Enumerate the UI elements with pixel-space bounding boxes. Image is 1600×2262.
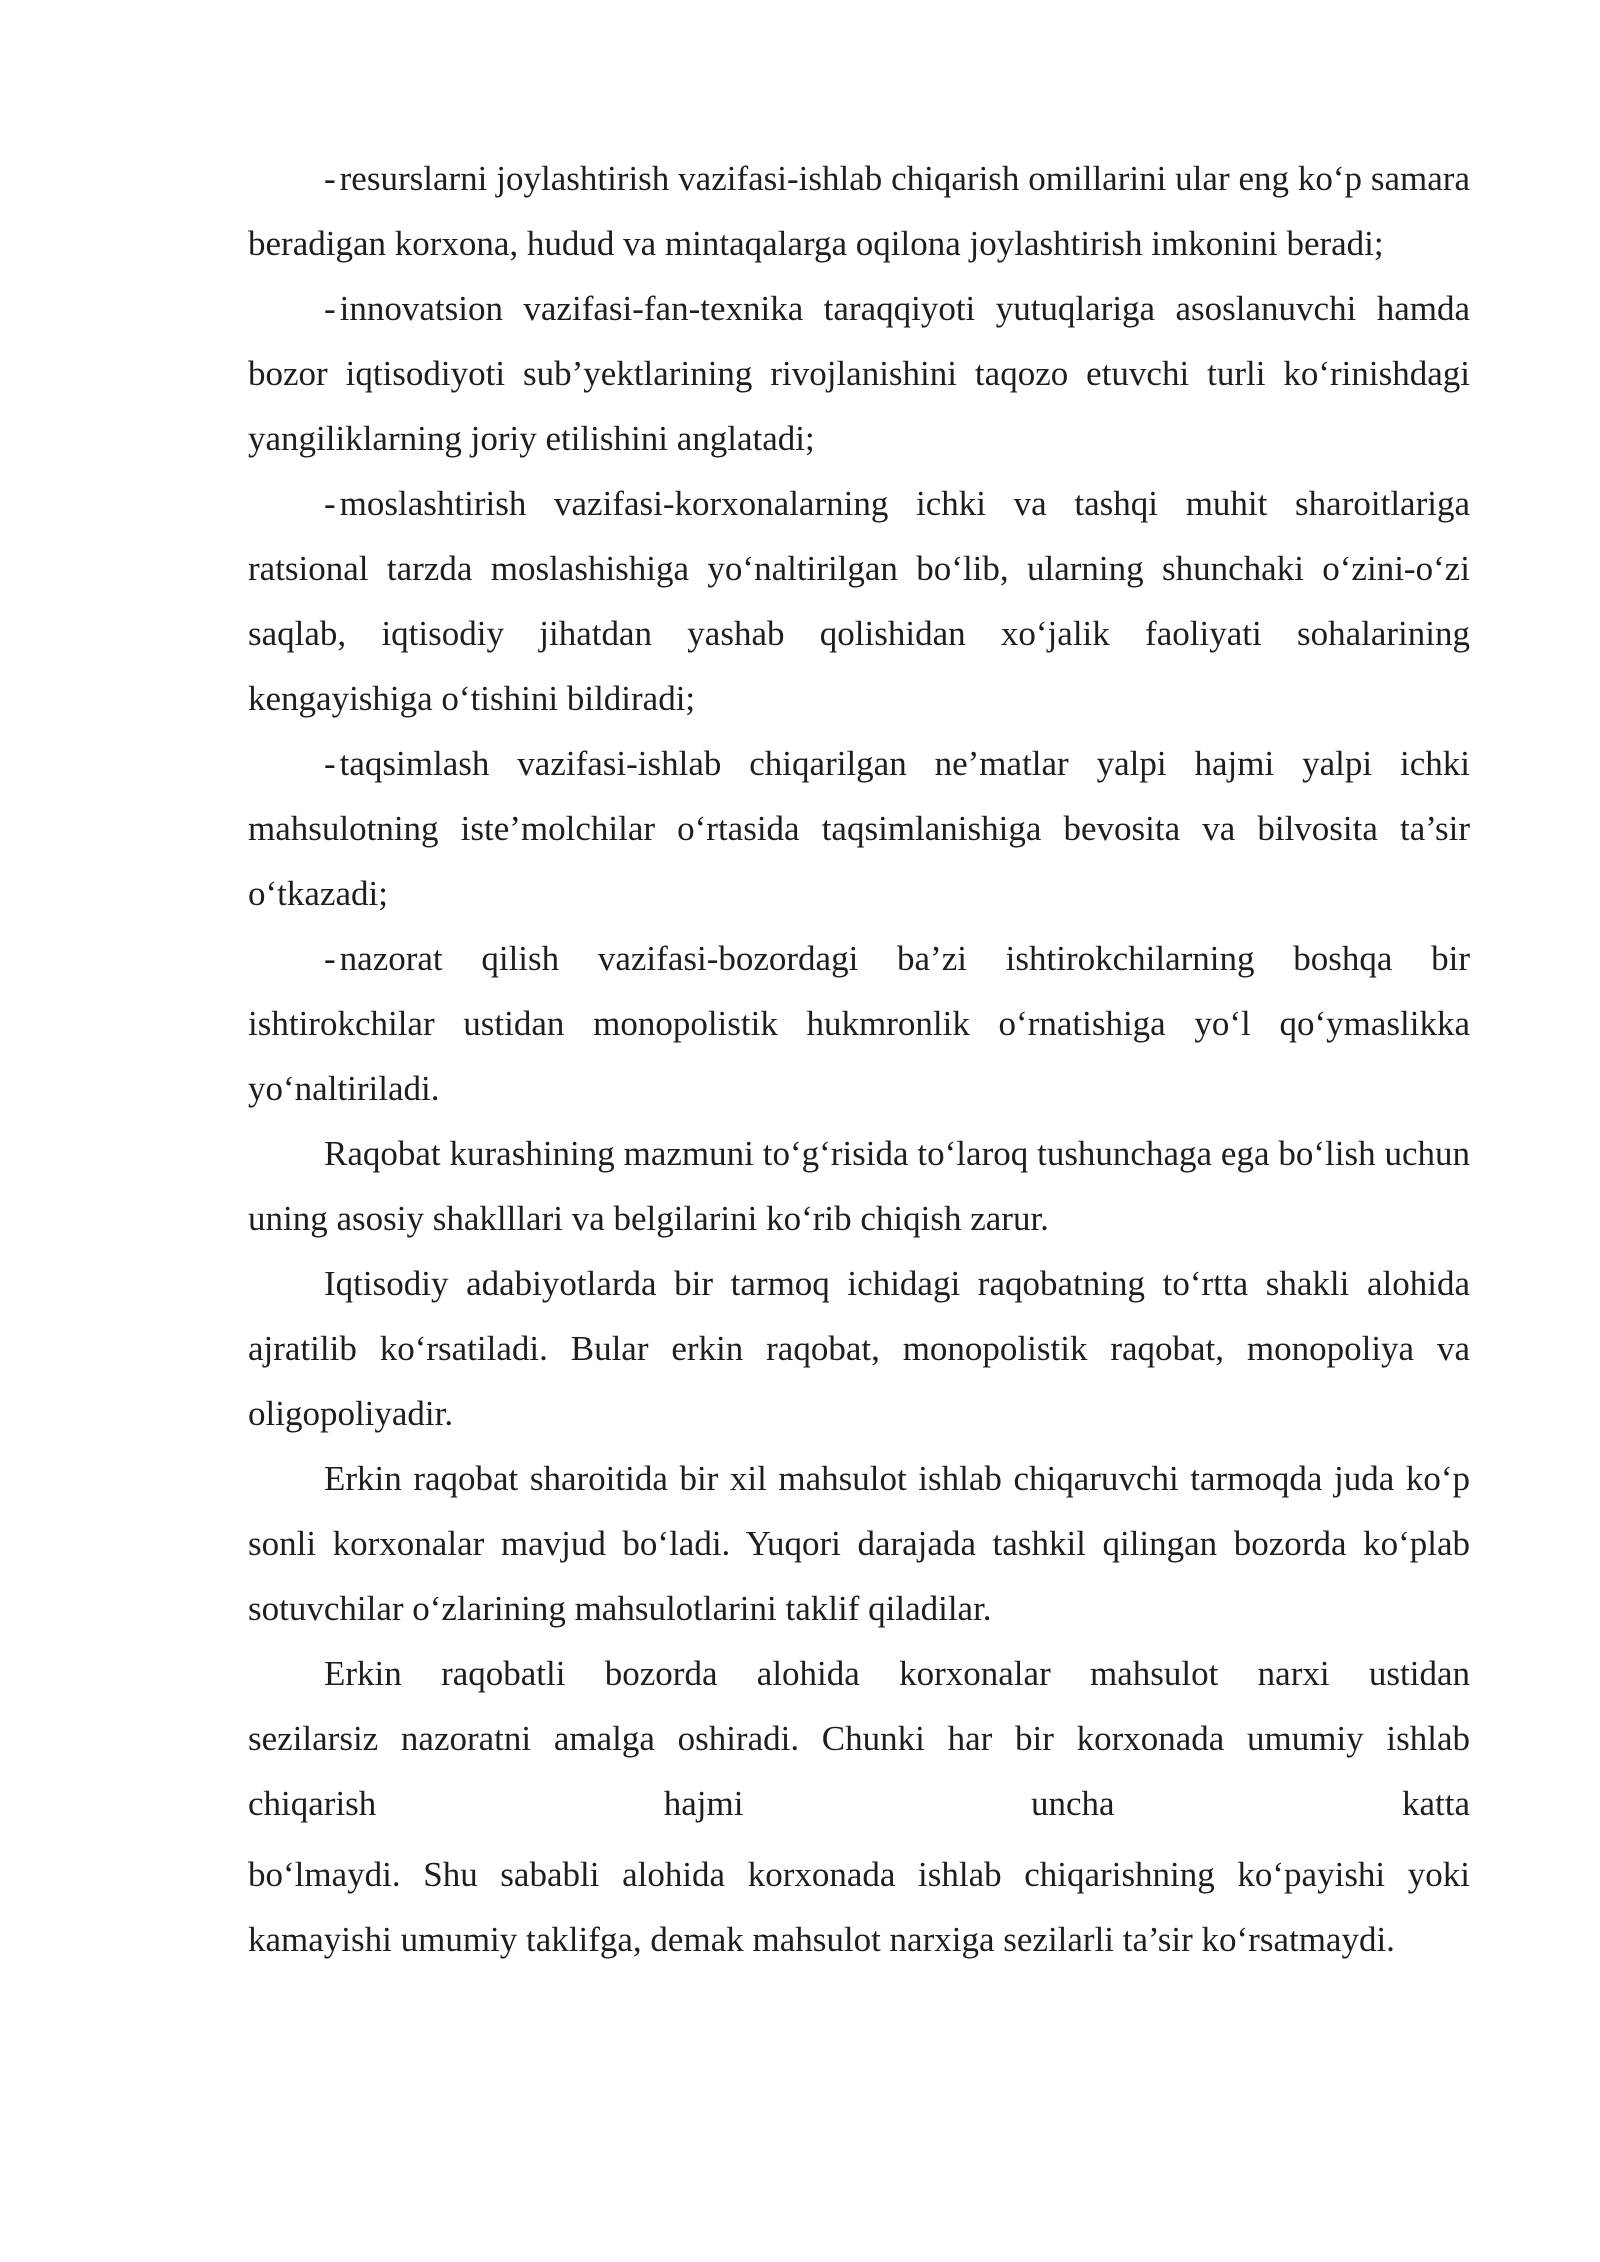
- list-item: [248, 146, 1470, 276]
- document-body: [248, 146, 1470, 1972]
- list-item: [248, 926, 1470, 1121]
- list-item: [248, 276, 1470, 471]
- list-item: [248, 731, 1470, 926]
- list-item-text: innovatsion vazifasi-fan-texnika taraqqiyoti yutuqlariga asoslanuvchi hamda bozor iqtisodiyoti sub’yektlarining rivojlanishini taqozo etuvchi turli ko‘rinishdagi yangiliklarning joriy etilishini anglatadi;: [248, 289, 1470, 458]
- list-dash: -: [324, 939, 336, 978]
- body-paragraph-continuation: bo‘lmaydi. Shu sababli alohida korxonada ishlab chiqarishning ko‘payishi yoki kamayishi umumiy taklifga, demak mahsulot narxiga sezilarli ta’sir ko‘rsatmaydi.: [248, 1855, 1470, 1959]
- list-dash: -: [324, 159, 336, 198]
- list-dash: -: [324, 484, 336, 523]
- list-dash: -: [324, 744, 336, 783]
- list-item: [248, 471, 1470, 731]
- list-item-text: moslashtirish vazifasi-korxonalarning ichki va tashqi muhit sharoitlariga ratsional tarzda moslashishiga yo‘naltirilgan bo‘lib, ularning shunchaki o‘zini-o‘zi saqlab, iqtisodiy jihatdan yashab qolishidan xo‘jalik faoliyati sohalarining kengayishiga o‘tishini bildiradi;: [248, 484, 1470, 718]
- body-paragraph: Raqobat kurashining mazmuni to‘g‘risida to‘laroq tushunchaga ega bo‘lish uchun uning asosiy shaklllari va belgilarini ko‘rib chiqish zarur.: [248, 1134, 1470, 1238]
- list-dash: -: [324, 289, 336, 328]
- list-item-text: taqsimlash vazifasi-ishlab chiqarilgan ne’matlar yalpi hajmi yalpi ichki mahsulotning iste’molchilar o‘rtasida taqsimlanishiga bevosita va bilvosita ta’sir o‘tkazadi;: [248, 744, 1470, 913]
- list-item-text: nazorat qilish vazifasi-bozordagi ba’zi ishtirokchilarning boshqa bir ishtirokchilar ustidan monopolistik hukmronlik o‘rnatishiga yo‘l qo‘ymaslikka yo‘naltiriladi.: [248, 939, 1470, 1108]
- list-item-text: resurslarni joylashtirish vazifasi-ishlab chiqarish omillarini ular eng ko‘p samara beradigan korxona, hudud va mintaqalarga oqilona joylashtirish imkonini beradi;: [248, 159, 1470, 263]
- body-paragraph: Erkin raqobatli bozorda alohida korxonalar mahsulot narxi ustidan sezilarsiz nazoratni amalga oshiradi. Chunki har bir korxonada umumiy ishlab chiqarish hajmi uncha katta: [248, 1654, 1470, 1823]
- body-paragraph: Erkin raqobat sharoitida bir xil mahsulot ishlab chiqaruvchi tarmoqda juda ko‘p sonli korxonalar mavjud bo‘ladi. Yuqori darajada tashkil qilingan bozorda ko‘plab sotuvchilar o‘zlarining mahsulotlarini taklif qiladilar.: [248, 1459, 1470, 1628]
- body-paragraph: Iqtisodiy adabiyotlarda bir tarmoq ichidagi raqobatning to‘rtta shakli alohida ajratilib ko‘rsatiladi. Bular erkin raqobat, monopolistik raqobat, monopoliya va oligopoliyadir.: [248, 1264, 1470, 1433]
